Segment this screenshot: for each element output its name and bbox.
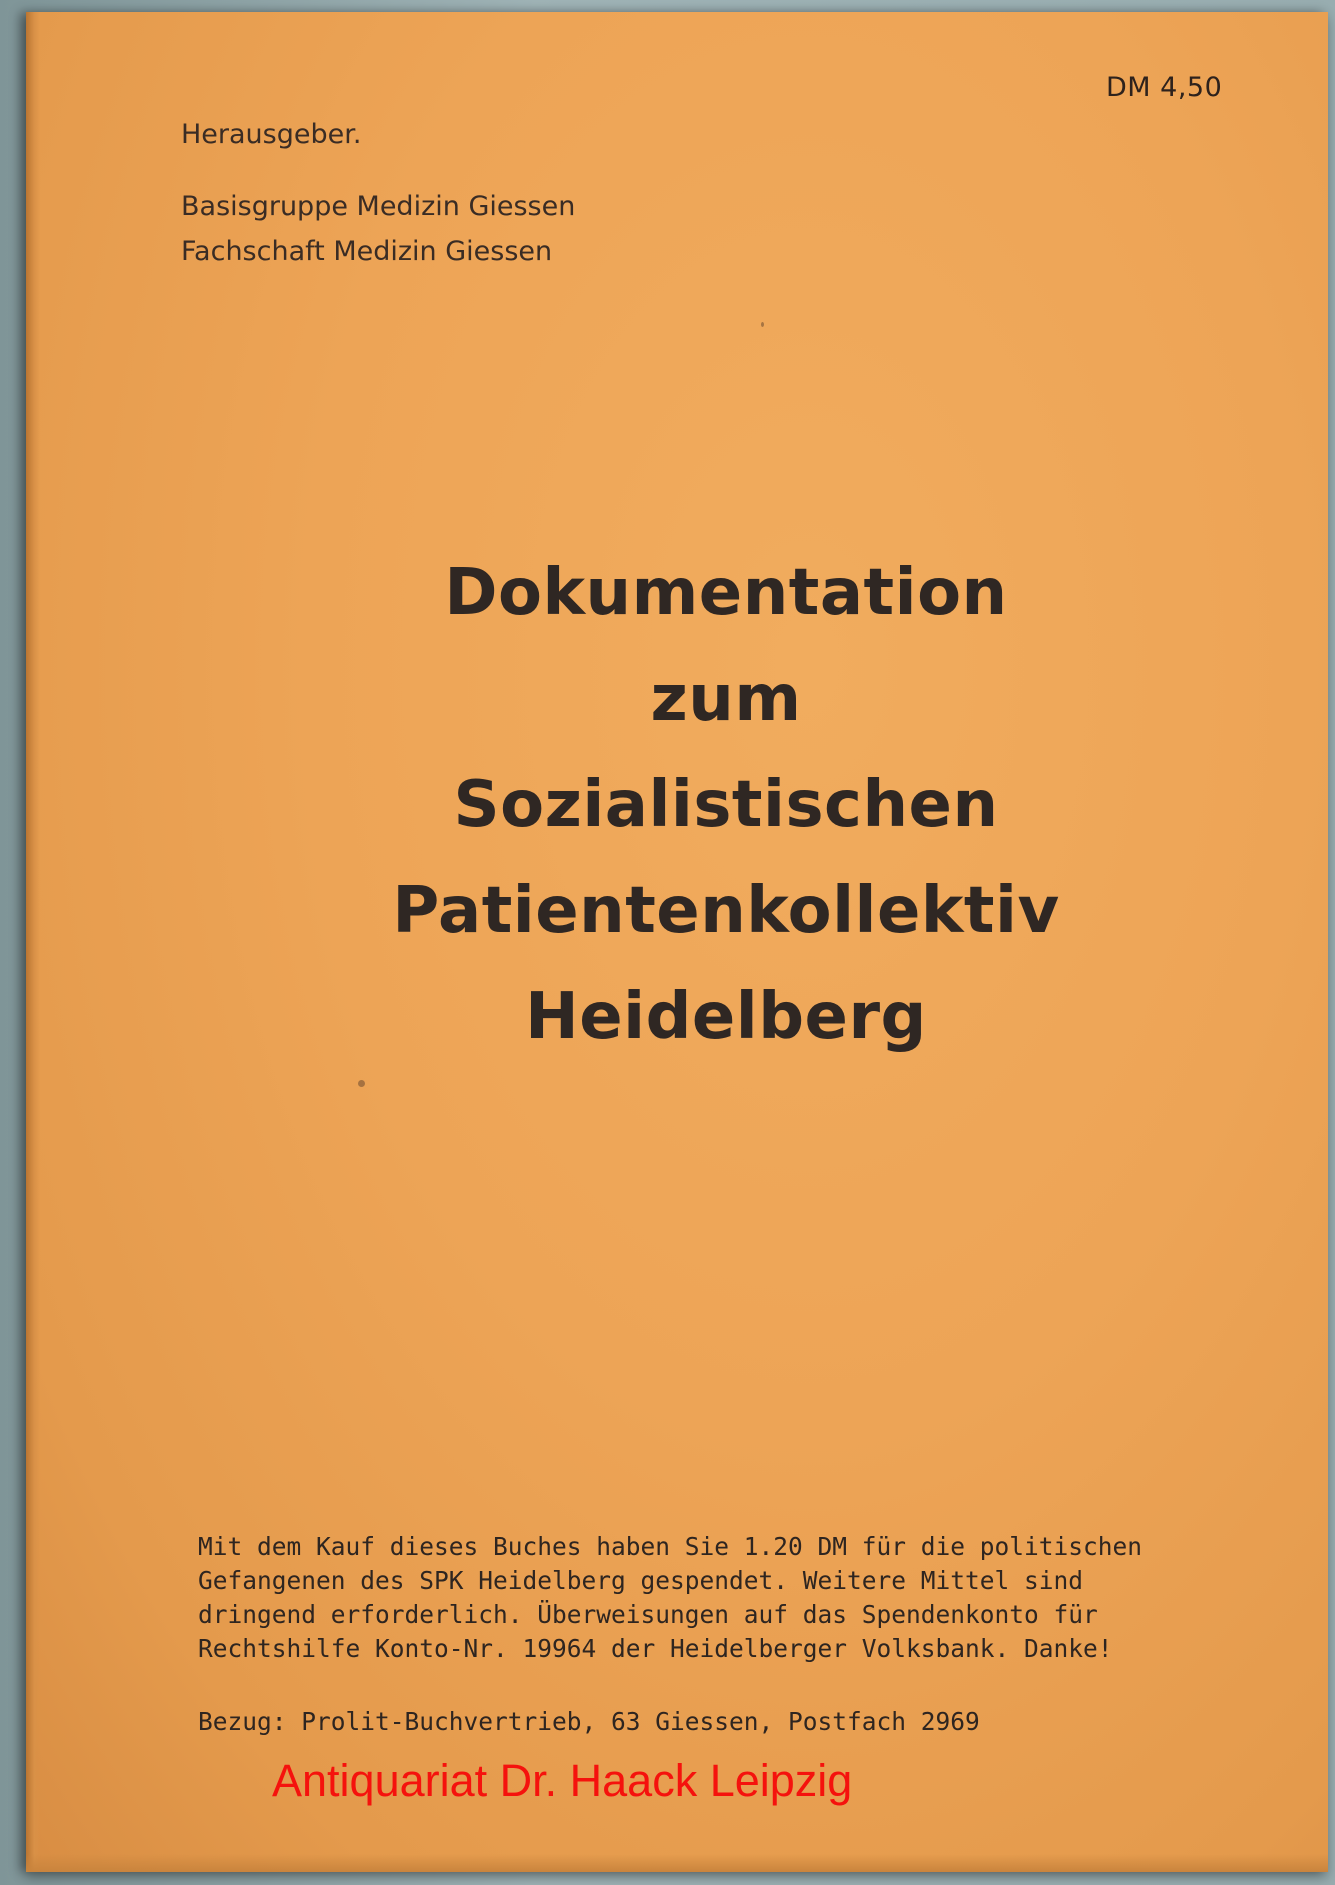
notice-line: Rechtshilfe Konto-Nr. 19964 der Heidelberger Volksbank. Danke!: [198, 1634, 1113, 1663]
seller-watermark: Antiquariat Dr. Haack Leipzig: [272, 1755, 853, 1806]
publisher-block: [181, 112, 575, 274]
title-line: zum: [650, 662, 802, 736]
notice-line: Gefangenen des SPK Heidelberg gespendet. Weitere Mittel sind: [198, 1566, 1084, 1595]
price-label: DM 4,50: [1106, 72, 1223, 103]
title-line: Heidelberg: [525, 980, 927, 1054]
publisher-line: Fachschaft Medizin Giessen: [181, 236, 553, 267]
notice-line: Mit dem Kauf dieses Buches haben Sie 1.20 DM für die politischen: [198, 1532, 1143, 1561]
book-title: [326, 540, 1126, 1070]
publisher-label: Herausgeber.: [181, 119, 362, 150]
distribution-line: Bezug: Prolit-Buchvertrieb, 63 Giessen, Postfach 2969: [198, 1707, 980, 1736]
donation-notice: [198, 1530, 1142, 1666]
paper-speck: [761, 322, 764, 327]
paper-speck: [358, 1080, 365, 1087]
notice-line: dringend erforderlich. Überweisungen auf das Spendenkonto für: [198, 1600, 1098, 1629]
title-line: Patientenkollektiv: [392, 874, 1060, 948]
book-cover: [26, 12, 1328, 1872]
title-line: Dokumentation: [444, 556, 1008, 630]
title-line: Sozialistischen: [453, 768, 999, 842]
publisher-line: Basisgruppe Medizin Giessen: [181, 191, 576, 222]
